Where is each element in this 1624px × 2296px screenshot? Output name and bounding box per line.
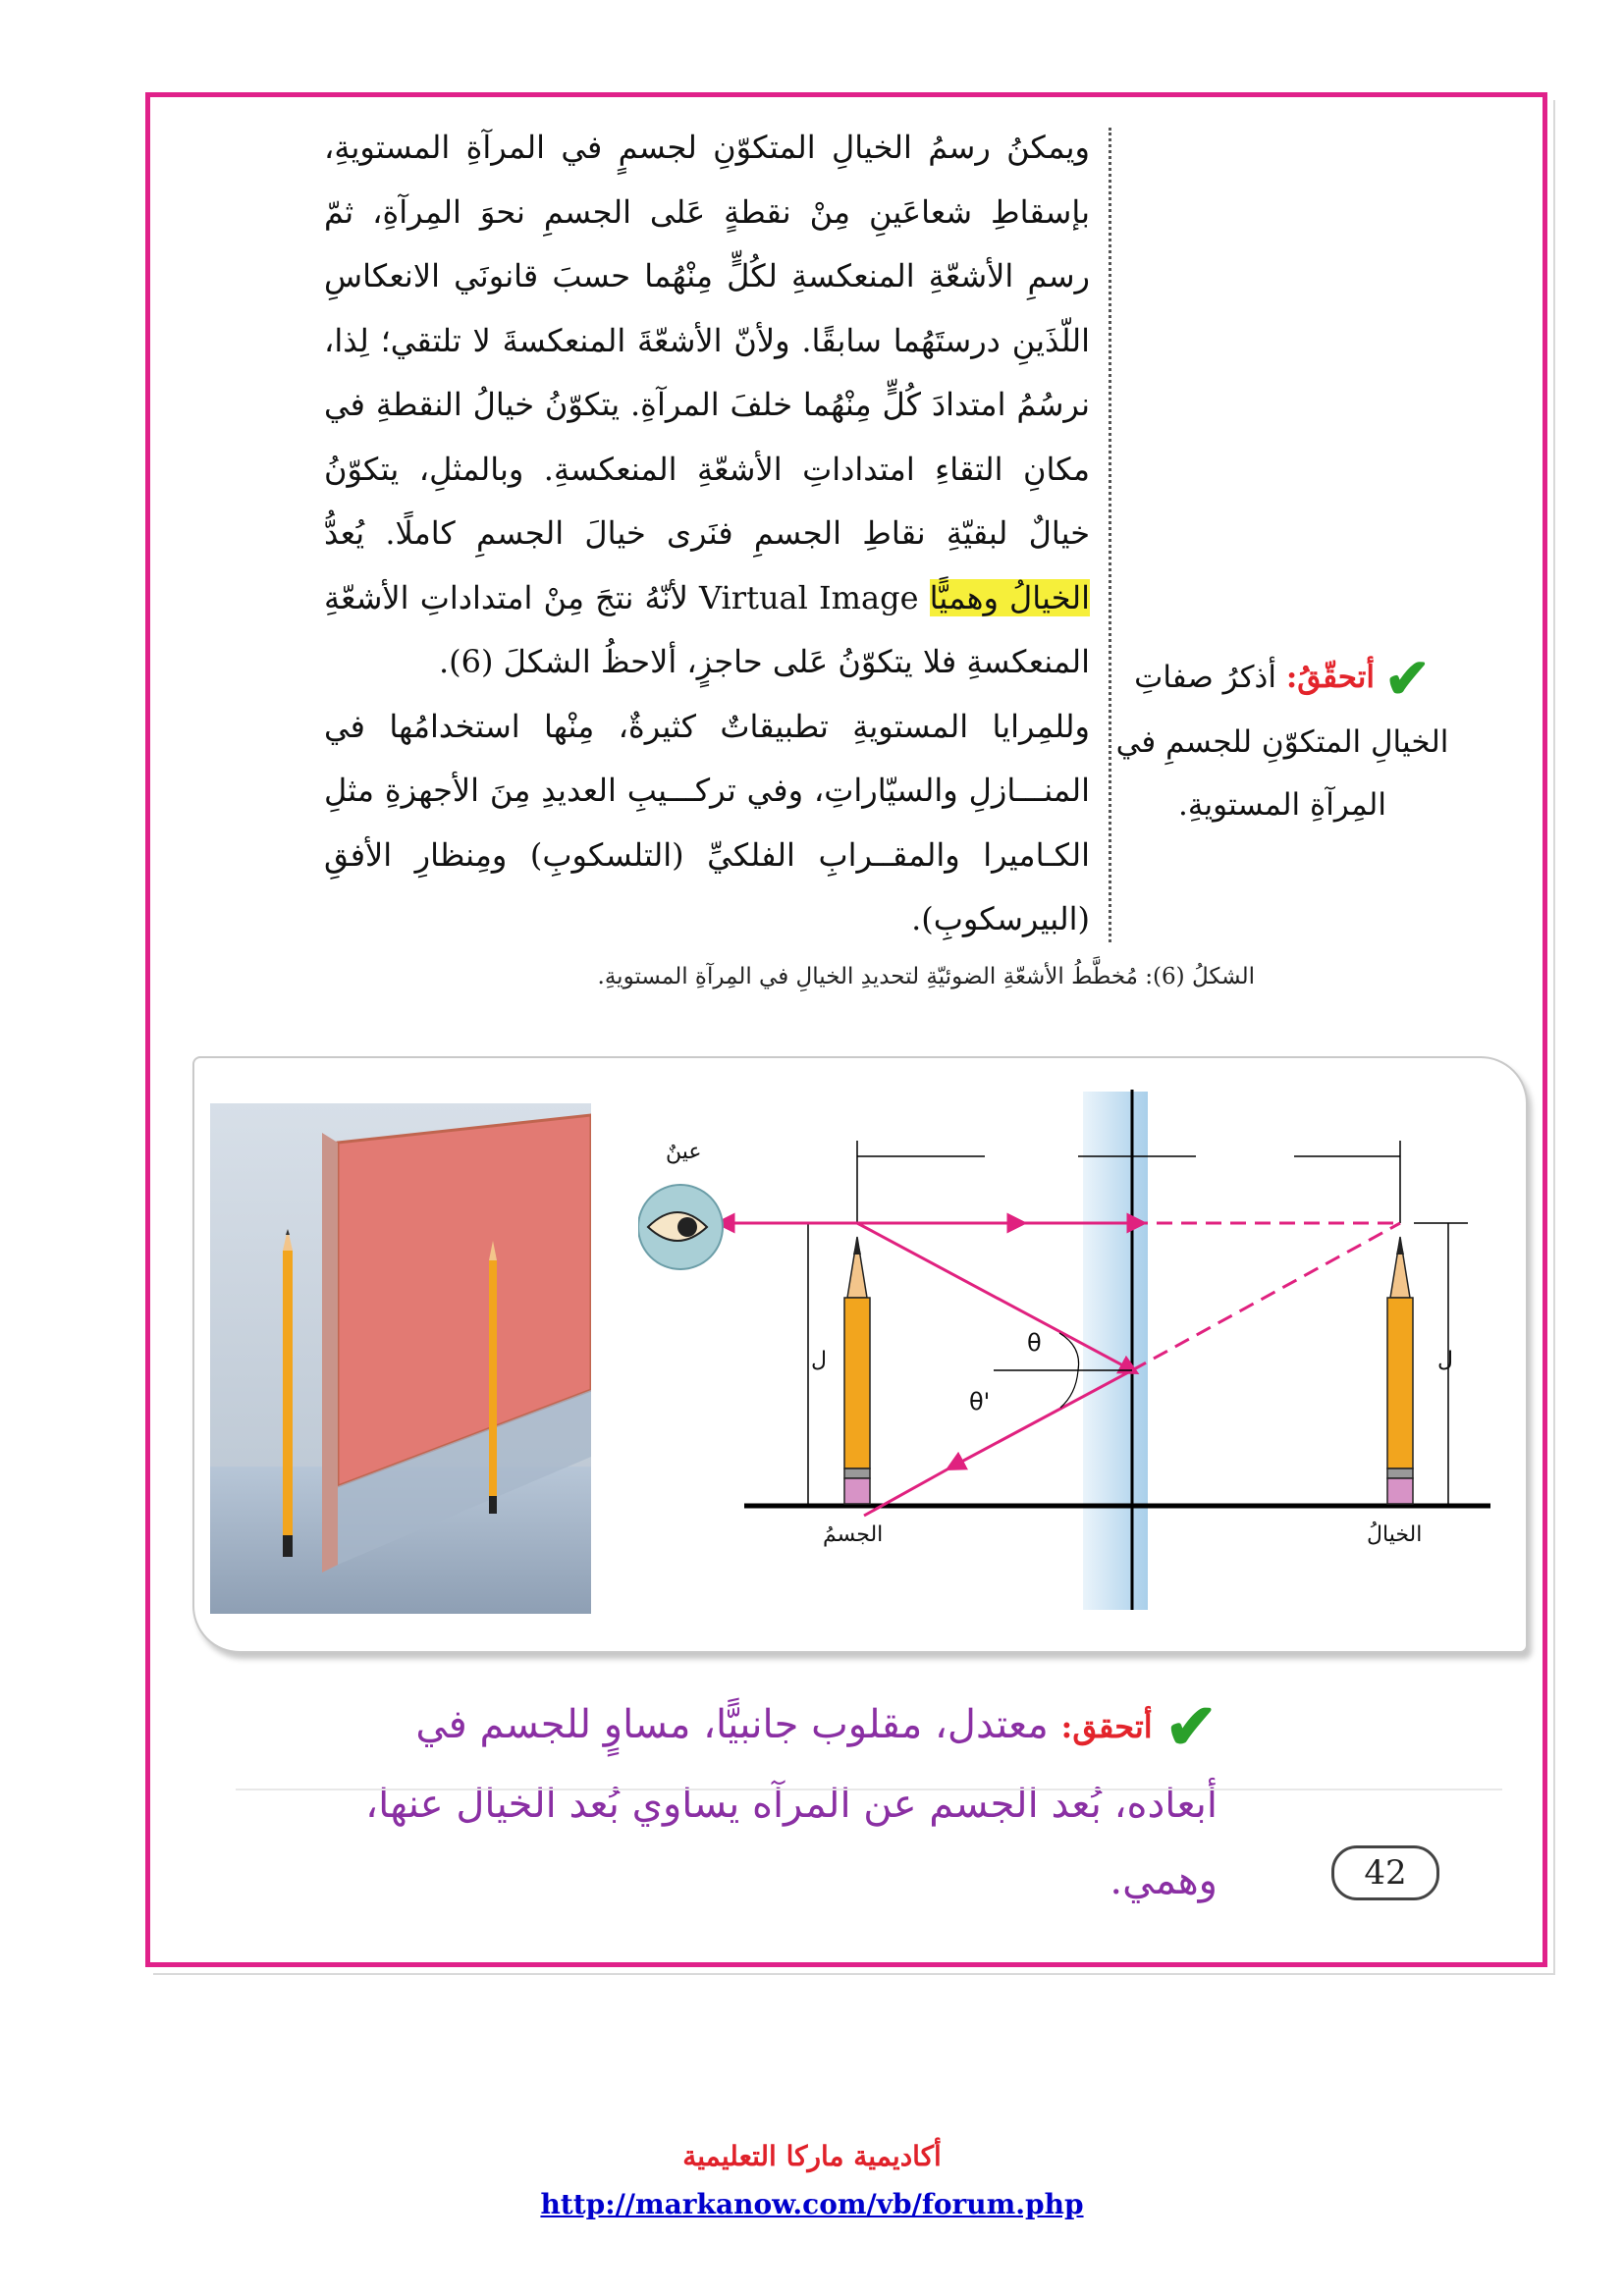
answer-box — [353, 1686, 1218, 1919]
highlighted-term: الخيالُ وهميًّا — [929, 578, 1090, 616]
angle-theta-label: θ — [1027, 1329, 1042, 1357]
pencil-mirror-photo — [210, 1103, 591, 1614]
main-paragraph-1-text: ويمكنُ رسمُ الخيالِ المتكوّنِ لجسمٍ في المرآةِ المستويةِ، بإسقاطِ شعاعَينِ مِنْ نقطةٍ عَلى الجسمِ نحوَ المِرآةِ، ثمّ رسمِ الأشعّةِ المنعكسةِ لكُلٍّ مِنْهُما حسبَ قانونَي الانعكاسِ اللّذَينِ درستَهُما سابقًا. ولأنّ الأشعّةَ المنعكسةَ لا تلتقي؛ لِذا، نرسُمُ امتدادَ كُلٍّ مِنْهُما خلفَ المرآةِ. يتكوّنُ خيالُ النقطةِ في مكانِ التقاءِ امتداداتِ الأشعّةِ المنعكسةِ. وبالمثلِ، يتكوّنُ خيالٌ لبقيّةِ نقاطِ الجسمِ فنَرى خيالَ الجسمِ كاملًا. يُعدُّ — [324, 129, 1090, 552]
ray-diagram — [638, 1080, 1502, 1635]
main-paragraph-2: وللمِرايا المستويةِ تطبيقاتٌ كثيرةٌ، مِنْها استخدامُها في المنـــازلِ والسيّاراتِ، وفي تركـــيبِ العديدِ مِنَ الأجهزةِ مثلِ الكـاميرا والمقــرابِ الفلكيِّ (التلسكوبِ) ومِنظارِ الأفقِ (البيرسكوبِ). — [324, 707, 1090, 937]
main-text-column — [324, 116, 1090, 952]
answer-text: معتدل، مقلوب جانبيًّا، مساوٍ للجسم في أبعاده، بُعد الجسم عن المرآه يساوي بُعد الخيال عنها، وهمي. — [365, 1702, 1218, 1903]
footer-org: أكاديمية ماركا التعليمية — [682, 2140, 942, 2172]
image-label: الخيالُ — [1367, 1522, 1423, 1547]
page-number: 42 — [1331, 1845, 1439, 1900]
side-check-label: أتحقّقُ: — [1285, 660, 1376, 695]
side-check-box — [1105, 646, 1460, 836]
answer-divider — [236, 1789, 1502, 1790]
height-label-left: ل — [811, 1348, 827, 1372]
angle-theta-prime-label: θ' — [969, 1388, 991, 1415]
main-paragraph-1 — [324, 116, 1090, 695]
main-paragraph-1-end: Virtual Image لأنّهُ نتجَ مِنْ امتداداتِ الأشعّةِ المنعكسةِ فلا يتكوّنُ عَلى حاجزٍ، ألاحظُ الشكلَ (6). — [324, 578, 1090, 680]
checkmark-icon: ✔ — [1164, 1690, 1218, 1764]
answer-label: أتحقق: — [1060, 1708, 1153, 1745]
eye-label: عينٌ — [666, 1140, 702, 1164]
eye-icon — [638, 1185, 723, 1269]
footer — [0, 2140, 1624, 2220]
checkmark-icon: ✔ — [1383, 646, 1431, 712]
side-check-text: أذكرُ صفاتِ الخيالِ المتكوّنِ للجسمِ في المِرآةِ المستويةِ. — [1115, 660, 1449, 823]
reflected-pencil — [489, 1241, 497, 1514]
image-pencil — [1387, 1237, 1413, 1504]
real-pencil — [283, 1229, 293, 1557]
object-label: الجسمُ — [823, 1522, 884, 1547]
object-pencil — [844, 1237, 870, 1504]
ray-extension-oblique — [1132, 1223, 1400, 1370]
height-label-right: ل — [1437, 1348, 1453, 1372]
figure-caption: الشكلُ (6): مُخطَّطُ الأشعّةِ الضوئيّةِ لتحديدِ الخيالِ في المِرآةِ المستويةِ. — [597, 964, 1255, 989]
footer-link[interactable]: http://markanow.com/vb/forum.php — [540, 2188, 1084, 2220]
